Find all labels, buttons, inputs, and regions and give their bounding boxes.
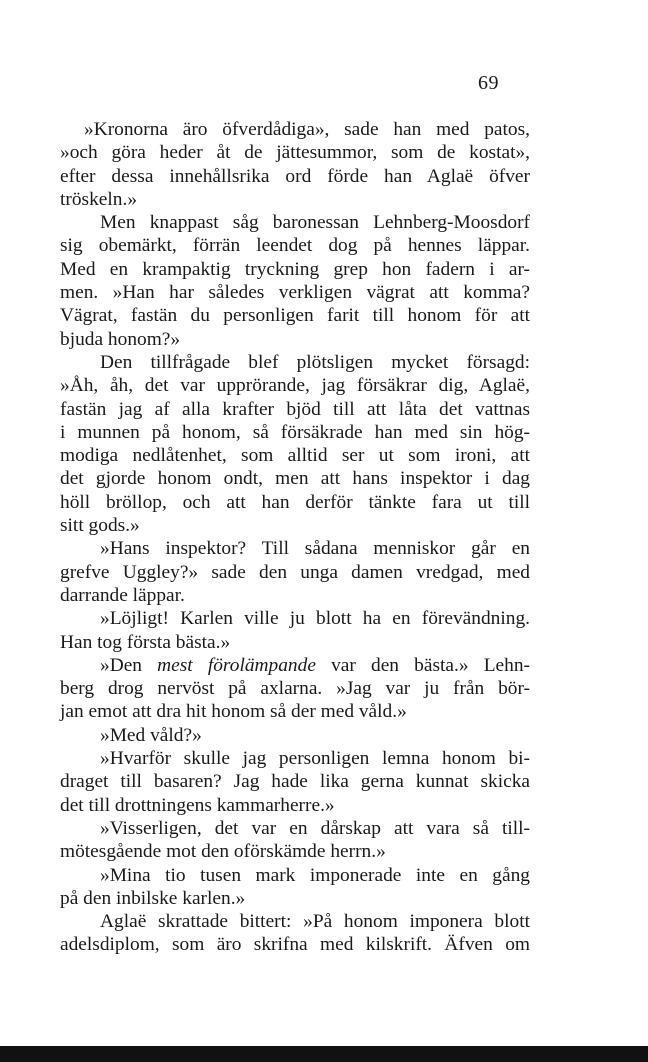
- text-line: sig obemärkt, förrän leendet dog på hennes läppar.: [60, 235, 530, 257]
- text-line: sitt gods.»: [60, 515, 140, 537]
- text-line: darrande läppar.: [60, 584, 185, 606]
- text-line: »Hans inspektor? Till sådana menniskor går en: [100, 538, 530, 560]
- text-line: Den tillfrågade blef plötsligen mycket försagd:: [100, 351, 530, 373]
- page-number: 69: [478, 72, 499, 94]
- text-line: tröskeln.»: [60, 188, 138, 210]
- text-line: draget till basaren? Jag hade lika gerna kunnat skicka: [60, 771, 530, 793]
- text-line: »Visserligen, det var en dårskap att vara så till-: [100, 817, 530, 839]
- text-line: jan emot att dra hit honom så der med våld.»: [60, 701, 407, 723]
- text-line: »Mina tio tusen mark imponerade inte en gång: [100, 864, 530, 886]
- text-line: mötesgående mot den oförskämde herrn.»: [60, 841, 386, 863]
- emphasis: mest förolämpande: [157, 654, 316, 676]
- text-line: Men knappast såg baronessan Lehnberg-Moosdorf: [100, 212, 530, 234]
- text-line: det till drottningens kammarherre.»: [60, 794, 335, 816]
- text-line: »Med våld?»: [100, 724, 202, 746]
- text-line: bjuda honom?»: [60, 328, 181, 350]
- text-line: grefve Uggley?» sade den unga damen vredgad, med: [60, 561, 530, 583]
- text-line: men. »Han har således verkligen vägrat att komma?: [60, 282, 530, 304]
- text-line: Han tog första bästa.»: [60, 631, 231, 653]
- text-line: berg drog nervöst på axlarna. »Jag var ju från bör-: [60, 678, 530, 700]
- text-line: på den inbilske karlen.»: [60, 887, 246, 909]
- text-line: »Den mest förolämpande var den bästa.» Lehn-: [100, 654, 530, 676]
- text-line: »och göra heder åt de jättesummor, som de kostat»,: [60, 142, 530, 164]
- text-line: Aglaë skrattade bittert: »På honom imponera blott: [100, 911, 530, 933]
- text-line: det gjorde honom ondt, men att hans inspektor i dag: [60, 468, 530, 490]
- text-line: »Åh, åh, det var upprörande, jag försäkrar dig, Aglaë,: [60, 375, 530, 397]
- body-text: [60, 118, 530, 957]
- text-line: adelsdiplom, som äro skrifna med kilskrift. Äfven om: [60, 934, 530, 956]
- text-line: fastän jag af alla krafter bjöd till att låta det vattnas: [60, 398, 530, 420]
- text-line: Med en krampaktig tryckning grep hon fadern i ar-: [60, 258, 530, 280]
- text-line: efter dessa innehållsrika ord förde han Aglaë öfver: [60, 165, 530, 187]
- text-line: i munnen på honom, så försäkrade han med sin hög-: [60, 421, 530, 443]
- scan-border-bottom: [0, 1046, 648, 1062]
- text-line: modiga nedlåtenhet, som alltid ser ut som ironi, att: [60, 445, 530, 467]
- text-line: »Hvarför skulle jag personligen lemna honom bi-: [100, 748, 530, 770]
- text-line: »Kronorna äro öfverdådiga», sade han med patos,: [84, 119, 530, 140]
- text-line: Vägrat, fastän du personligen farit till honom för att: [60, 305, 530, 327]
- text-line: »Löjligt! Karlen ville ju blott ha en förevändning.: [100, 608, 530, 630]
- text-line: höll bröllop, och att han derför tänkte fara ut till: [60, 491, 530, 513]
